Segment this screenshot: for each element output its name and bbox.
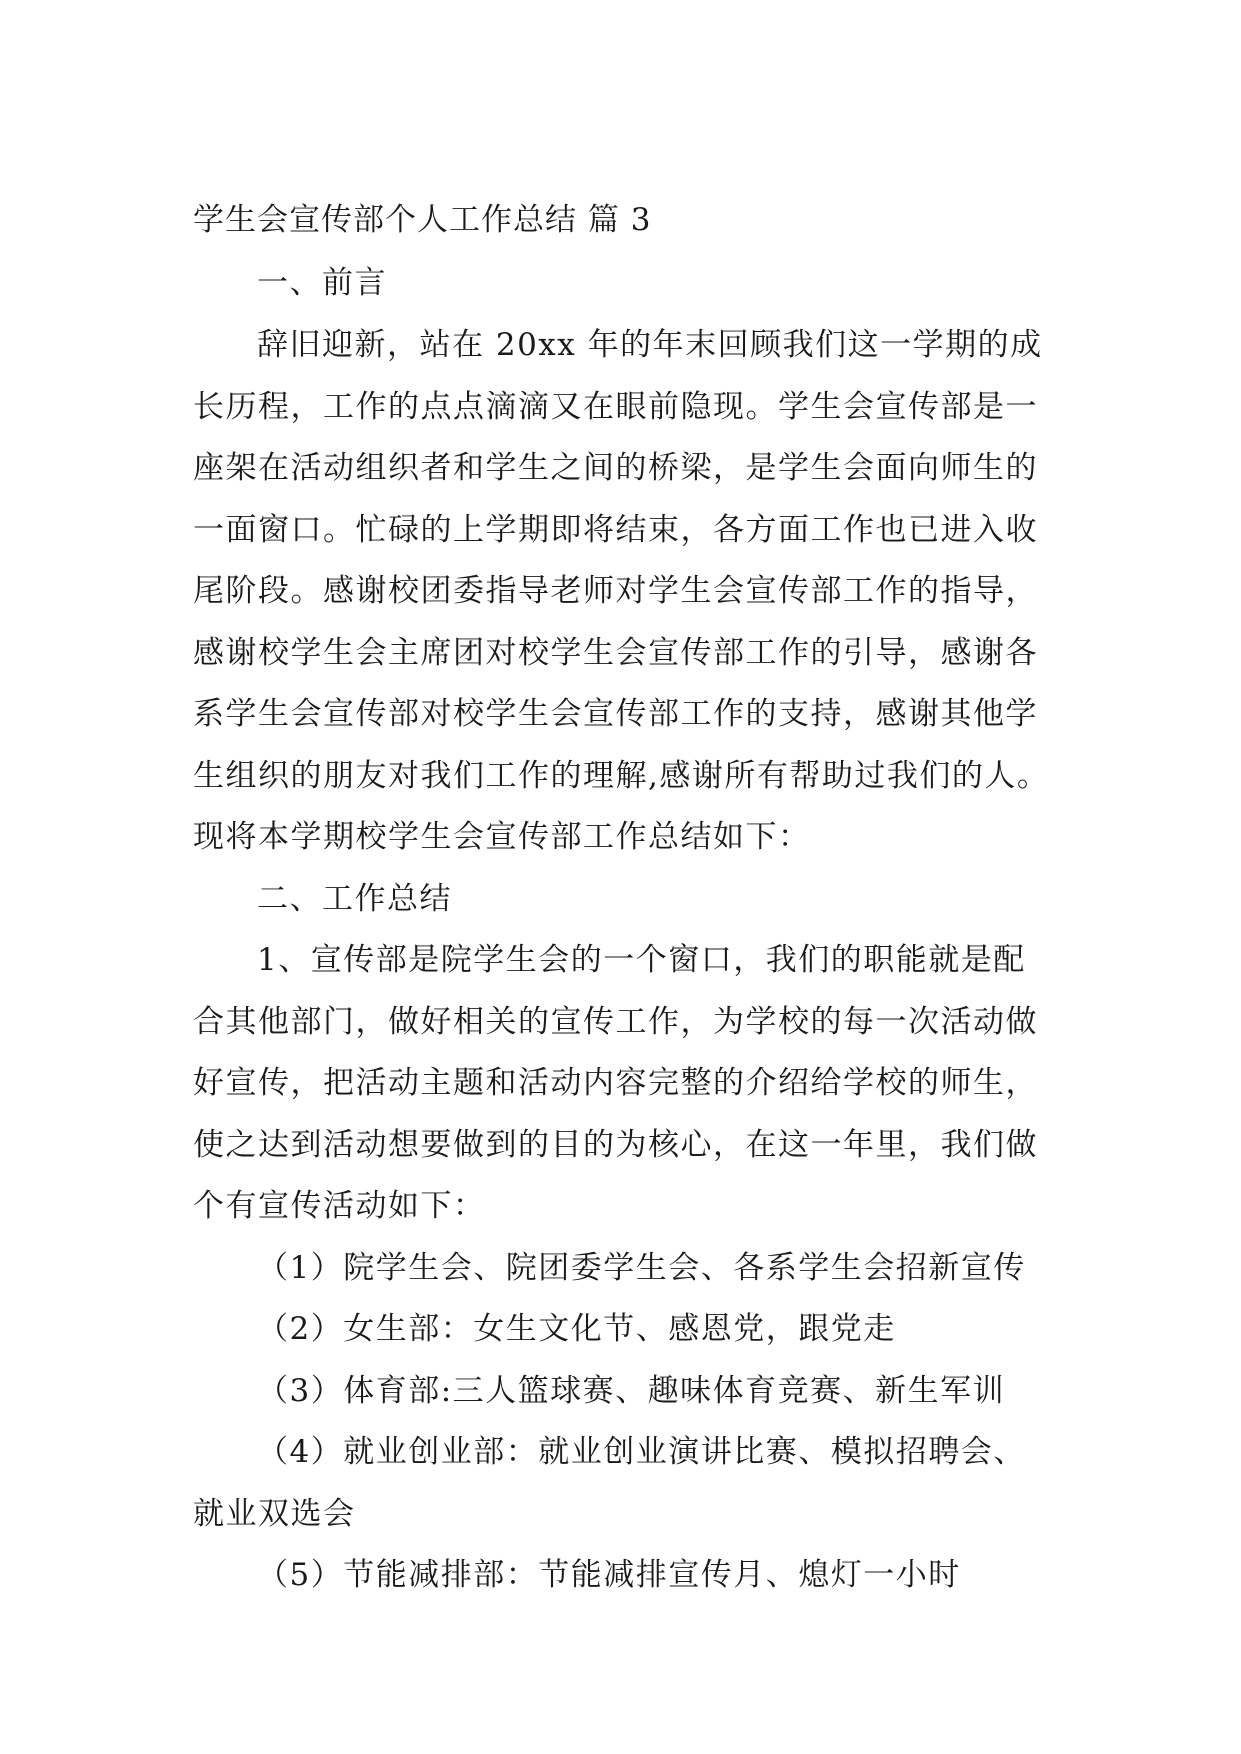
paragraph-line: 好宣传，把活动主题和活动内容完整的介绍给学校的师生，	[193, 1065, 1038, 1101]
paragraph-line: 辞旧迎新，站在 20xx 年的年末回顾我们这一学期的成	[257, 327, 1043, 363]
activity-item: （3）体育部:三人篮球赛、趣味体育竞赛、新生军训	[257, 1373, 1006, 1409]
paragraph-line: 长历程，工作的点点滴滴又在眼前隐现。学生会宣传部是一	[193, 389, 1038, 425]
document-title: 学生会宣传部个人工作总结 篇 3	[193, 202, 652, 238]
paragraph-line: 1、宣传部是院学生会的一个窗口，我们的职能就是配	[257, 942, 1026, 978]
paragraph-line: 一面窗口。忙碌的上学期即将结束，各方面工作也已进入收	[193, 512, 1038, 548]
activity-item: （2）女生部：女生文化节、感恩党，跟党走	[257, 1311, 896, 1347]
activity-item: （1）院学生会、院团委学生会、各系学生会招新宣传	[257, 1250, 1026, 1286]
activity-item-continuation: 就业双选会	[193, 1496, 356, 1532]
paragraph-line: 生组织的朋友对我们工作的理解,感谢所有帮助过我们的人。	[193, 758, 1050, 794]
paragraph-line: 使之达到活动想要做到的目的为核心，在这一年里，我们做	[193, 1127, 1038, 1163]
section-heading-summary: 二、工作总结	[257, 881, 452, 917]
activity-item: （5）节能减排部：节能减排宣传月、熄灯一小时	[257, 1557, 961, 1593]
activity-item: （4）就业创业部：就业创业演讲比赛、模拟招聘会、	[257, 1434, 1026, 1470]
paragraph-line: 座架在活动组织者和学生之间的桥梁，是学生会面向师生的	[193, 450, 1038, 486]
paragraph-line: 系学生会宣传部对校学生会宣传部工作的支持，感谢其他学	[193, 696, 1038, 732]
paragraph-line: 感谢校学生会主席团对校学生会宣传部工作的引导，感谢各	[193, 635, 1038, 671]
paragraph-line: 合其他部门，做好相关的宣传工作，为学校的每一次活动做	[193, 1004, 1038, 1040]
paragraph-line: 尾阶段。感谢校团委指导老师对学生会宣传部工作的指导，	[193, 573, 1038, 609]
section-heading-preface: 一、前言	[257, 265, 387, 301]
paragraph-line: 现将本学期校学生会宣传部工作总结如下：	[193, 819, 811, 855]
paragraph-line: 个有宣传活动如下：	[193, 1188, 486, 1224]
